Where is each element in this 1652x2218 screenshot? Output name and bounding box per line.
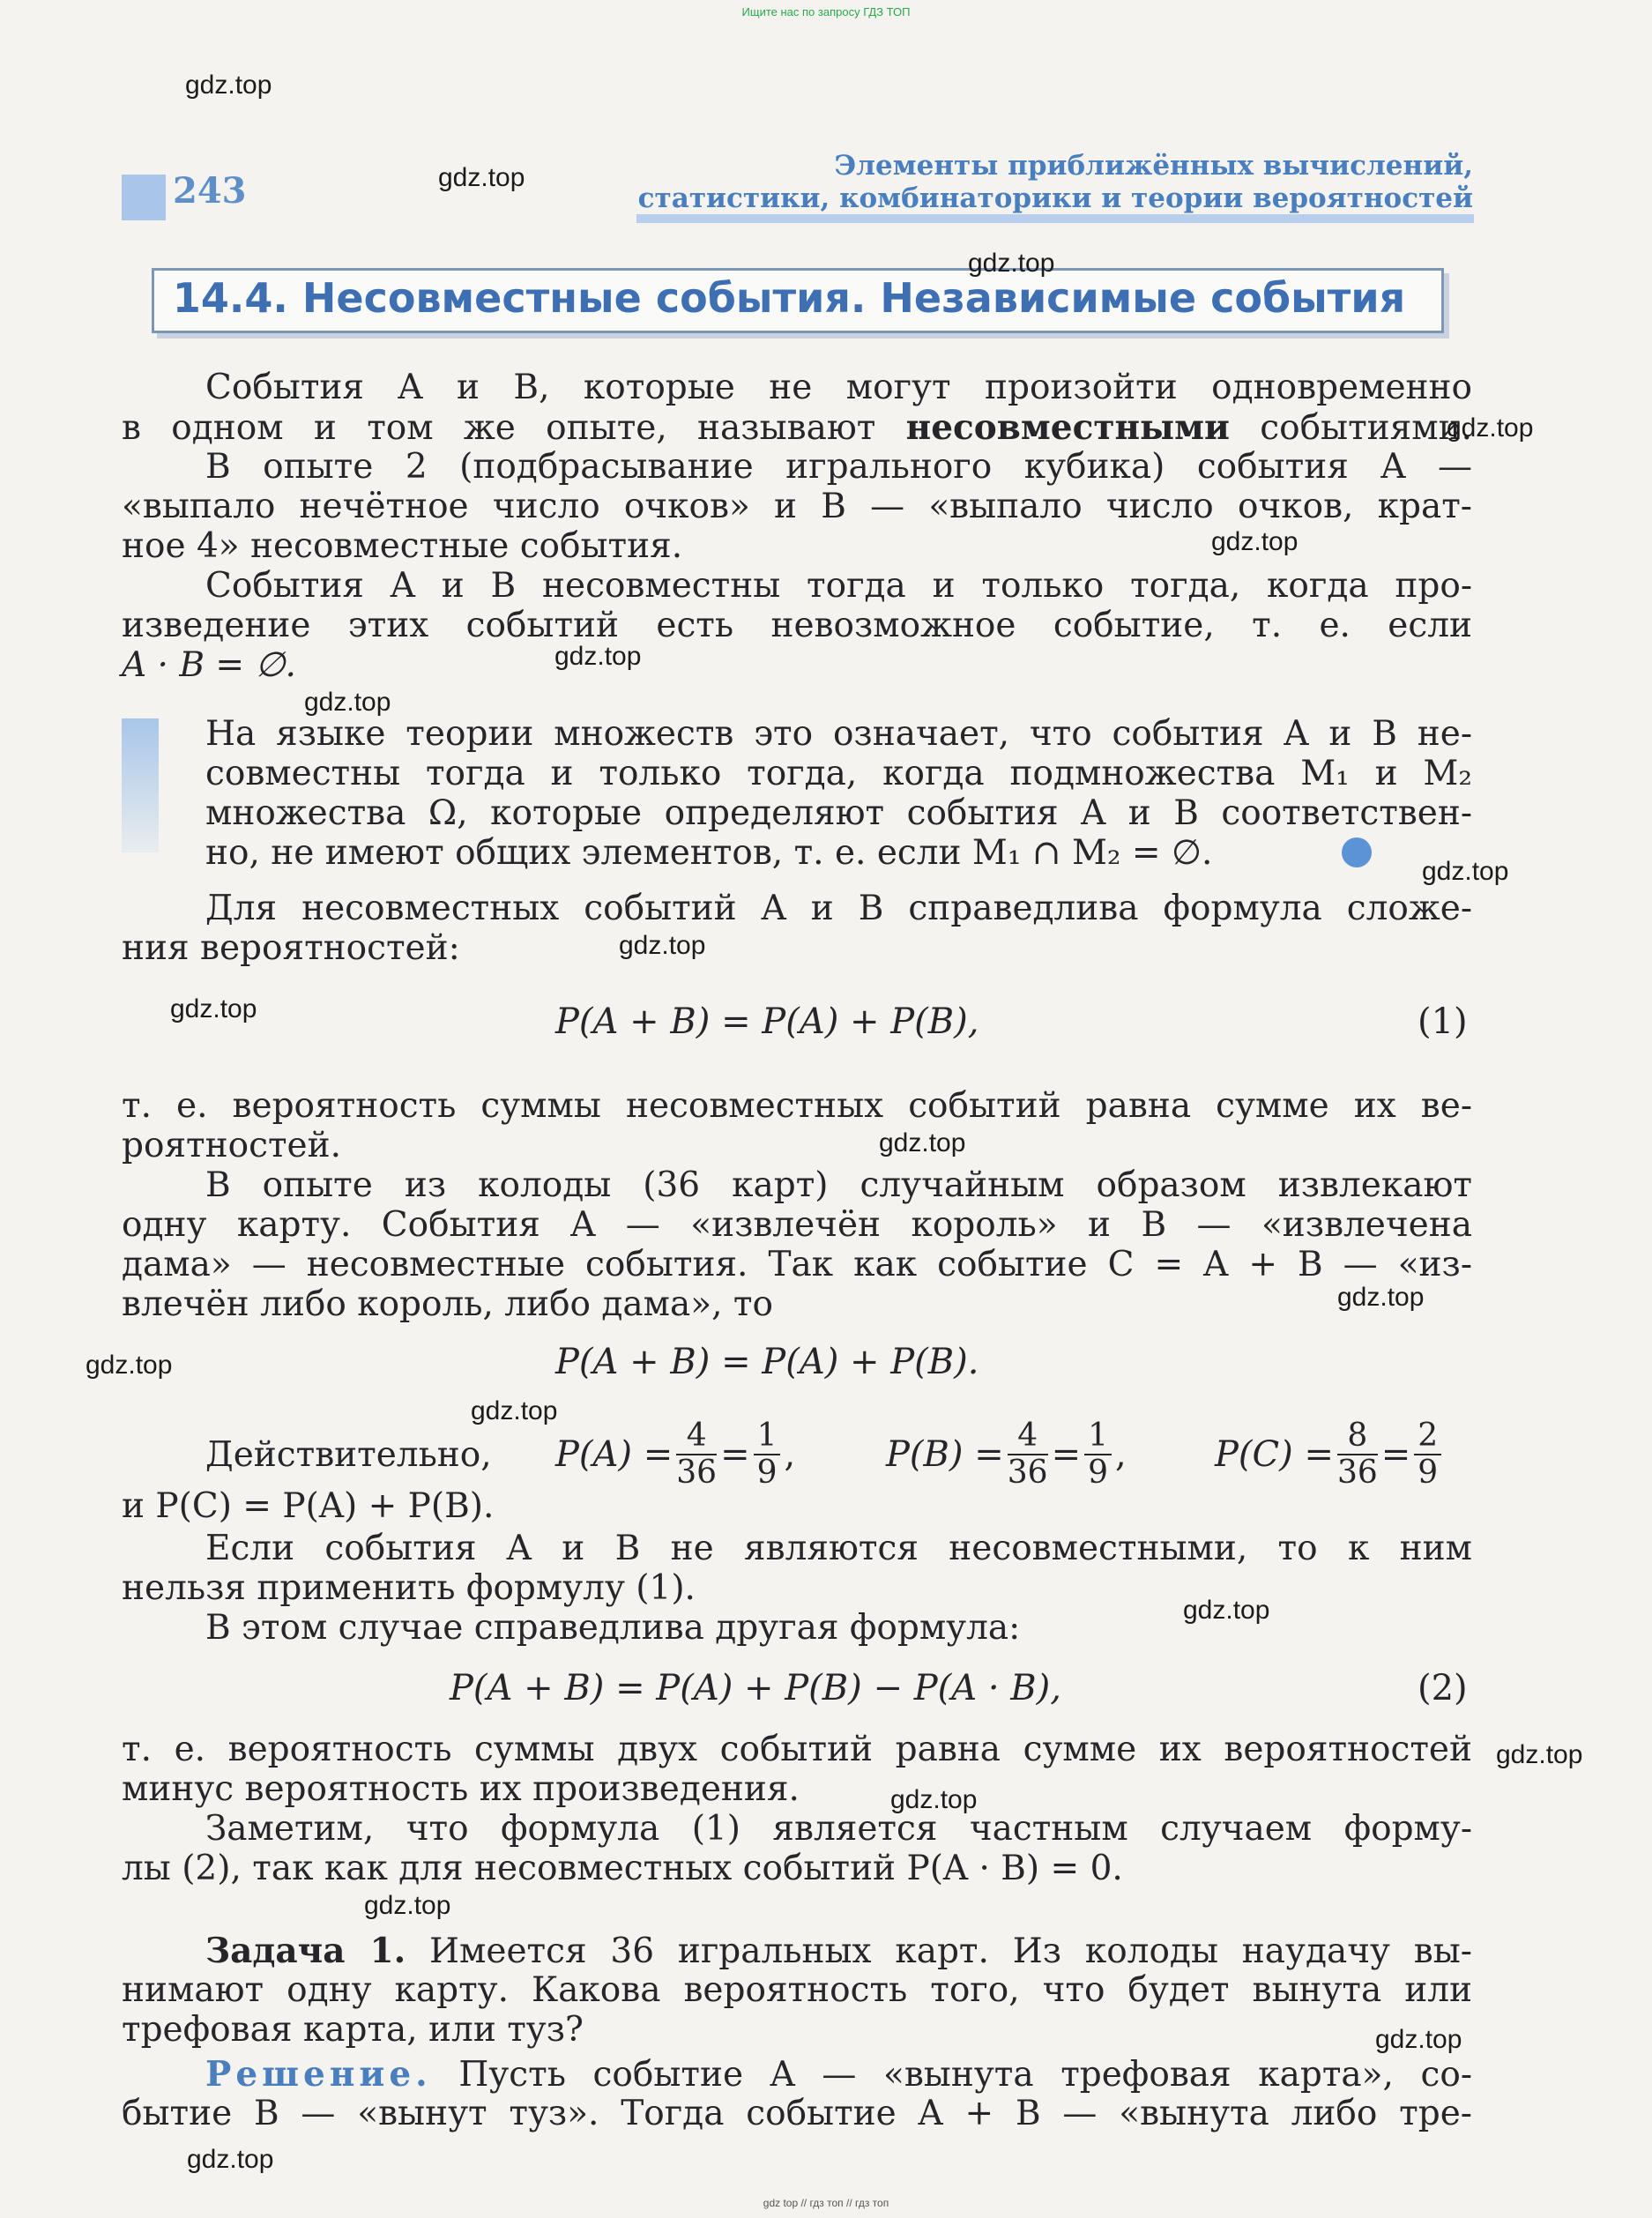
text-line: ния вероятностей: (122, 928, 460, 968)
text-line: «выпало нечётное число очков» и B — «выпало число очков, крат- (122, 487, 1472, 526)
denominator: 36 (1007, 1455, 1048, 1491)
watermark: gdz.top (1211, 527, 1299, 556)
watermark: gdz.top (1422, 857, 1509, 886)
side-accent-bar (122, 718, 159, 852)
text-line: одну карту. События A — «извлечён король» и B — «извлечена (122, 1205, 1472, 1245)
text-line: роятностей. (122, 1126, 341, 1165)
probability-a: P(A) = $\frac{4}{36}$ = $\frac{1}{9}$ , (555, 1418, 796, 1491)
numerator: 8 (1337, 1418, 1378, 1455)
formula-2-number: (2) (1418, 1668, 1468, 1708)
probability-b: P(B) = $\frac{4}{36}$ = $\frac{1}{9}$ , (886, 1418, 1127, 1491)
probability-c: P(C) = $\frac{8}{36}$ = $\frac{2}{9}$ (1215, 1410, 1445, 1499)
text-line: нимают одну карту. Какова вероятность того, что будет вынута или (122, 1970, 1472, 2010)
section-title: 14.4. Несовместные события. Независимые события (172, 274, 1406, 322)
text-line: Для несовместных событий A и B справедлива формула сложе- (205, 889, 1472, 928)
text-line: В этом случае справедлива другая формула: (205, 1608, 1021, 1648)
solution-line (205, 2054, 1472, 2095)
denominator: 9 (1418, 1455, 1439, 1491)
watermark: gdz.top (890, 1785, 978, 1814)
text-line: лы (2), так как для несовместных событий P(A · B) = 0. (122, 1849, 1123, 1888)
text-line: ное 4» несовместные события. (122, 526, 683, 566)
text-span: Имеется 36 игральных карт. Из колоды наудачу вы- (406, 1931, 1472, 1971)
fraction-1-9 (754, 1418, 781, 1491)
watermark: gdz.top (86, 1351, 173, 1380)
text-line: дама» — несовместные события. Так как событие C = A + B — «из- (122, 1245, 1472, 1284)
numerator: 4 (676, 1418, 717, 1455)
denominator: 36 (676, 1455, 718, 1491)
watermark: gdz.top (438, 163, 525, 192)
text-line: т. е. вероятность суммы двух событий равна сумме их вероятностей (122, 1730, 1472, 1769)
numerator: 4 (1008, 1418, 1048, 1455)
text-span: в одном и том же опыте, называют (122, 408, 906, 448)
watermark: gdz.top (185, 71, 272, 100)
watermark: gdz.top (1447, 413, 1534, 443)
end-marker-dot-icon (1342, 837, 1372, 867)
task-1-label: Задача 1. (205, 1931, 406, 1971)
text-line: влечён либо король, либо дама», то (122, 1284, 773, 1324)
watermark: gdz.top (1337, 1283, 1425, 1312)
top-note: Ищите нас по запросу ГДЗ ТОП (741, 5, 911, 19)
pb-label: P(B) = (886, 1434, 1004, 1475)
text-line: т. е. вероятность суммы несовместных событий равна сумме их ве- (122, 1086, 1472, 1126)
denominator: 36 (1336, 1455, 1378, 1491)
numerator: 2 (1414, 1418, 1441, 1455)
page-number: 243 (173, 170, 247, 212)
watermark: gdz.top (1496, 1740, 1583, 1769)
numerator: 1 (1084, 1418, 1112, 1455)
text-line: совместны тогда и только тогда, когда подмножества M₁ и M₂ (205, 754, 1472, 793)
denominator: 9 (756, 1455, 778, 1491)
text-line: Действительно, (205, 1435, 492, 1475)
text-span: событиями. (1229, 408, 1472, 448)
fraction-2-9 (1414, 1418, 1441, 1491)
watermark: gdz.top (304, 688, 391, 717)
fraction-4-36 (676, 1418, 717, 1491)
fraction-1-9 (1084, 1418, 1112, 1491)
numerator: 1 (754, 1418, 781, 1455)
text-line: трефовая карта, или туз? (122, 2010, 584, 2050)
bottom-note: gdz top // гдз топ // гдз топ (763, 2197, 889, 2209)
fraction-8-36 (1337, 1418, 1378, 1491)
term-incompatible: несовместными (905, 407, 1230, 448)
watermark: gdz.top (1183, 1596, 1270, 1625)
text-line: множества Ω, которые определяют события A и B соответствен- (205, 793, 1472, 833)
text-line: В опыте из колоды (36 карт) случайным образом извлекают (205, 1165, 1472, 1205)
header-accent-bar (122, 175, 166, 220)
watermark: gdz.top (879, 1128, 966, 1157)
text-line: минус вероятность их произведения. (122, 1769, 800, 1809)
watermark: gdz.top (170, 994, 257, 1023)
denominator: 9 (1088, 1455, 1108, 1491)
pa-label: P(A) = (555, 1434, 673, 1475)
text-line: События A и B, которые не могут произойти одновременно (205, 368, 1472, 407)
text-line: A · B = ∅. (122, 645, 296, 685)
watermark: gdz.top (471, 1396, 558, 1425)
formula-1: P(A + B) = P(A) + P(B), (555, 1001, 979, 1042)
text-line: События A и B несовместны тогда и только тогда, когда про- (205, 566, 1472, 606)
text-line: изведение этих событий есть невозможное событие, т. е. если (122, 606, 1472, 645)
watermark: gdz.top (187, 2145, 274, 2174)
text-line: нельзя применить формулу (1). (122, 1568, 696, 1608)
watermark: gdz.top (968, 249, 1055, 278)
text-line: В опыте 2 (подбрасывание игрального кубика) события A — (205, 447, 1472, 487)
watermark: gdz.top (1375, 2025, 1462, 2054)
text-line: бытие B — «вынут туз». Тогда событие A + B — «вынута либо тре- (122, 2094, 1472, 2133)
text-line: Заметим, что формула (1) является частным случаем форму- (205, 1809, 1472, 1849)
formula-2: P(A + B) = P(A) + P(B). (555, 1342, 979, 1382)
watermark: gdz.top (364, 1891, 451, 1920)
running-head-line1: Элементы приближённых вычислений, (834, 150, 1473, 182)
text-span: Пусть событие A — «вынута трефовая карта», со- (431, 2055, 1472, 2095)
text-line: и P(C) = P(A) + P(B). (122, 1486, 495, 1526)
task-1-line (205, 1931, 1472, 1972)
text-line: но, не имеют общих элементов, т. е. если M₁ ∩ M₂ = ∅. (205, 833, 1213, 873)
running-head-line2: статистики, комбинаторики и теории вероятностей (637, 182, 1473, 214)
watermark: gdz.top (619, 931, 706, 960)
text-line: На языке теории множеств это означает, что события A и B не- (205, 714, 1472, 754)
fraction-4-36 (1008, 1418, 1048, 1491)
text-line: Если события A и B не являются несовместными, то к ним (205, 1529, 1472, 1568)
header-rule (636, 214, 1474, 223)
pc-label: P(C) = (1215, 1434, 1334, 1475)
running-head (638, 150, 1473, 215)
solution-label: Решение. (205, 2054, 432, 2095)
formula-1-number: (1) (1418, 1001, 1468, 1042)
watermark: gdz.top (554, 642, 642, 671)
formula-2-general: P(A + B) = P(A) + P(B) − P(A · B), (450, 1668, 1061, 1708)
text-line (122, 407, 1472, 449)
